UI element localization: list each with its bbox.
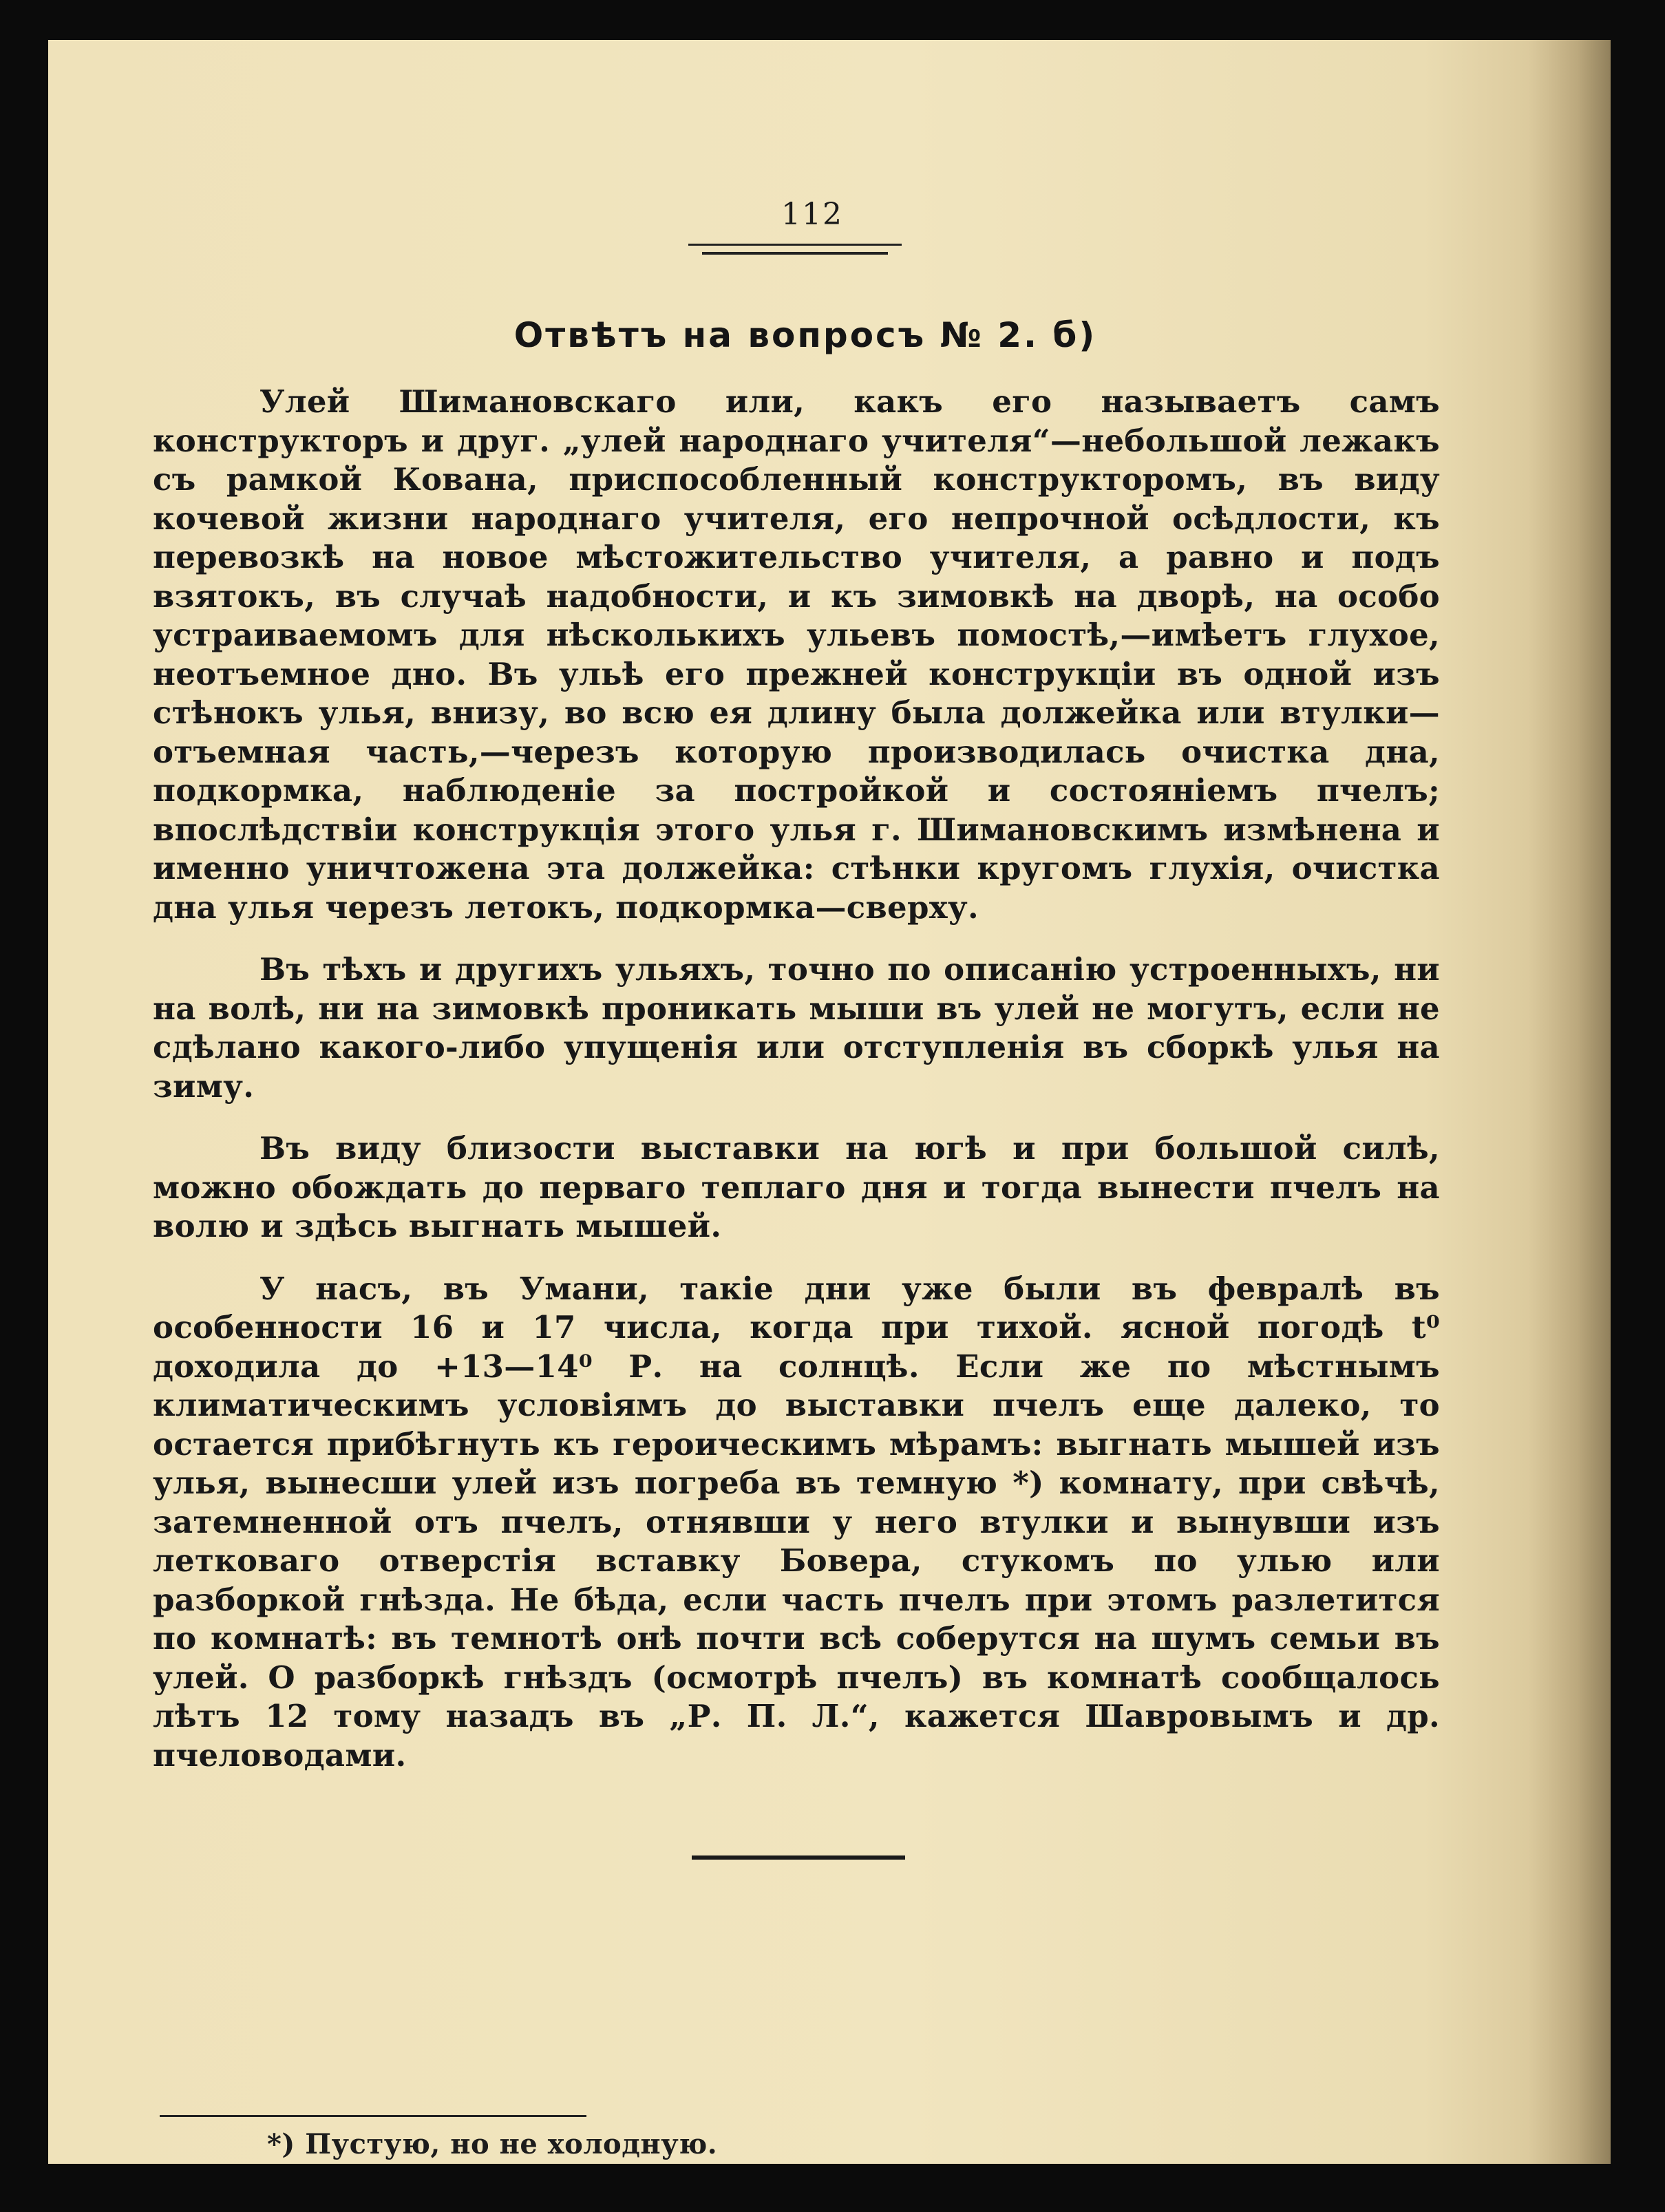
footnote-rule xyxy=(160,2115,586,2117)
paragraph-1: Улей Шимановскаго или, какъ его называетъ самъ конструкторъ и друг. „улей народнаго учителя“—небольшой лежакъ съ рамкой Кована, приспособленный конструкторомъ, въ виду кочевой жизни народнаго учителя, его непрочной осѣдлости, къ перевозкѣ на новое мѣстожительство учителя, а равно и подъ взятокъ, въ случаѣ надобности, и къ зимовкѣ на дворѣ, на особо устраиваемомъ для нѣсколькихъ ульевъ помостѣ,—имѣетъ глухое, неотъемное дно. Въ ульѣ его прежней конструкціи въ одной изъ стѣнокъ улья, внизу, во всю ея длину была должейка или втулки—отъемная часть,—черезъ которую производилась очистка дна, подкормка, наблюденіе за постройкой и состояніемъ пчелъ; впослѣдствіи конструкція этого улья г. Шимановскимъ измѣнена и именно уничтожена эта должейка: стѣнки кругомъ глухія, очистка дна улья черезъ летокъ, подкормка—сверху. xyxy=(153,383,1440,926)
paragraph-4: У насъ, въ Умани, такіе дни уже были въ февралѣ въ особенности 16 и 17 числа, когда при тихой. ясной погодѣ t⁰ доходила до +13—14⁰ Р. на солнцѣ. Если же по мѣстнымъ климатическимъ условіямъ до выставки пчелъ еще далеко, то остается прибѣгнуть къ героическимъ мѣрамъ: выгнать мышей изъ улья, вынесши улей изъ погреба въ темную *) комнату, при свѣчѣ, затемненной отъ пчелъ, отнявши у него втулки и вынувши изъ летковаго отверстія вставку Бовера, стукомъ по улью или разборкой гнѣзда. Не бѣда, если часть пчелъ при этомъ разлетится по комнатѣ: въ темнотѣ онѣ почти всѣ соберутся на шумъ семьи въ улей. О разборкѣ гнѣздъ (осмотрѣ пчелъ) въ комнатѣ сообщалось лѣтъ 12 тому назадъ въ „Р. П. Л.“, кажется Шавровымъ и др. пчеловодами. xyxy=(153,1270,1440,1774)
page-gutter-shadow xyxy=(1528,40,1611,2164)
paragraph-2: Въ тѣхъ и другихъ ульяхъ, точно по описанію устроенныхъ, ни на волѣ, ни на зимовкѣ проникать мыши въ улей не могутъ, если не сдѣлано какого-либо упущенія или отступленія въ сборкѣ улья на зиму. xyxy=(153,951,1440,1105)
footnote: *) Пустую, но не холодную. xyxy=(267,2128,718,2160)
header-rule-double xyxy=(702,252,888,255)
section-end-rule xyxy=(692,1855,905,1860)
book-page xyxy=(48,40,1611,2164)
article-body xyxy=(153,383,1440,1798)
page-number: 112 xyxy=(781,197,843,232)
header-rule xyxy=(688,244,902,246)
paragraph-3: Въ виду близости выставки на югѣ и при большой силѣ, можно обождать до перваго теплаго дня и тогда вынести пчелъ на волю и здѣсь выгнать мышей. xyxy=(153,1130,1440,1244)
section-heading: Отвѣтъ на вопросъ № 2. б) xyxy=(513,315,1097,355)
